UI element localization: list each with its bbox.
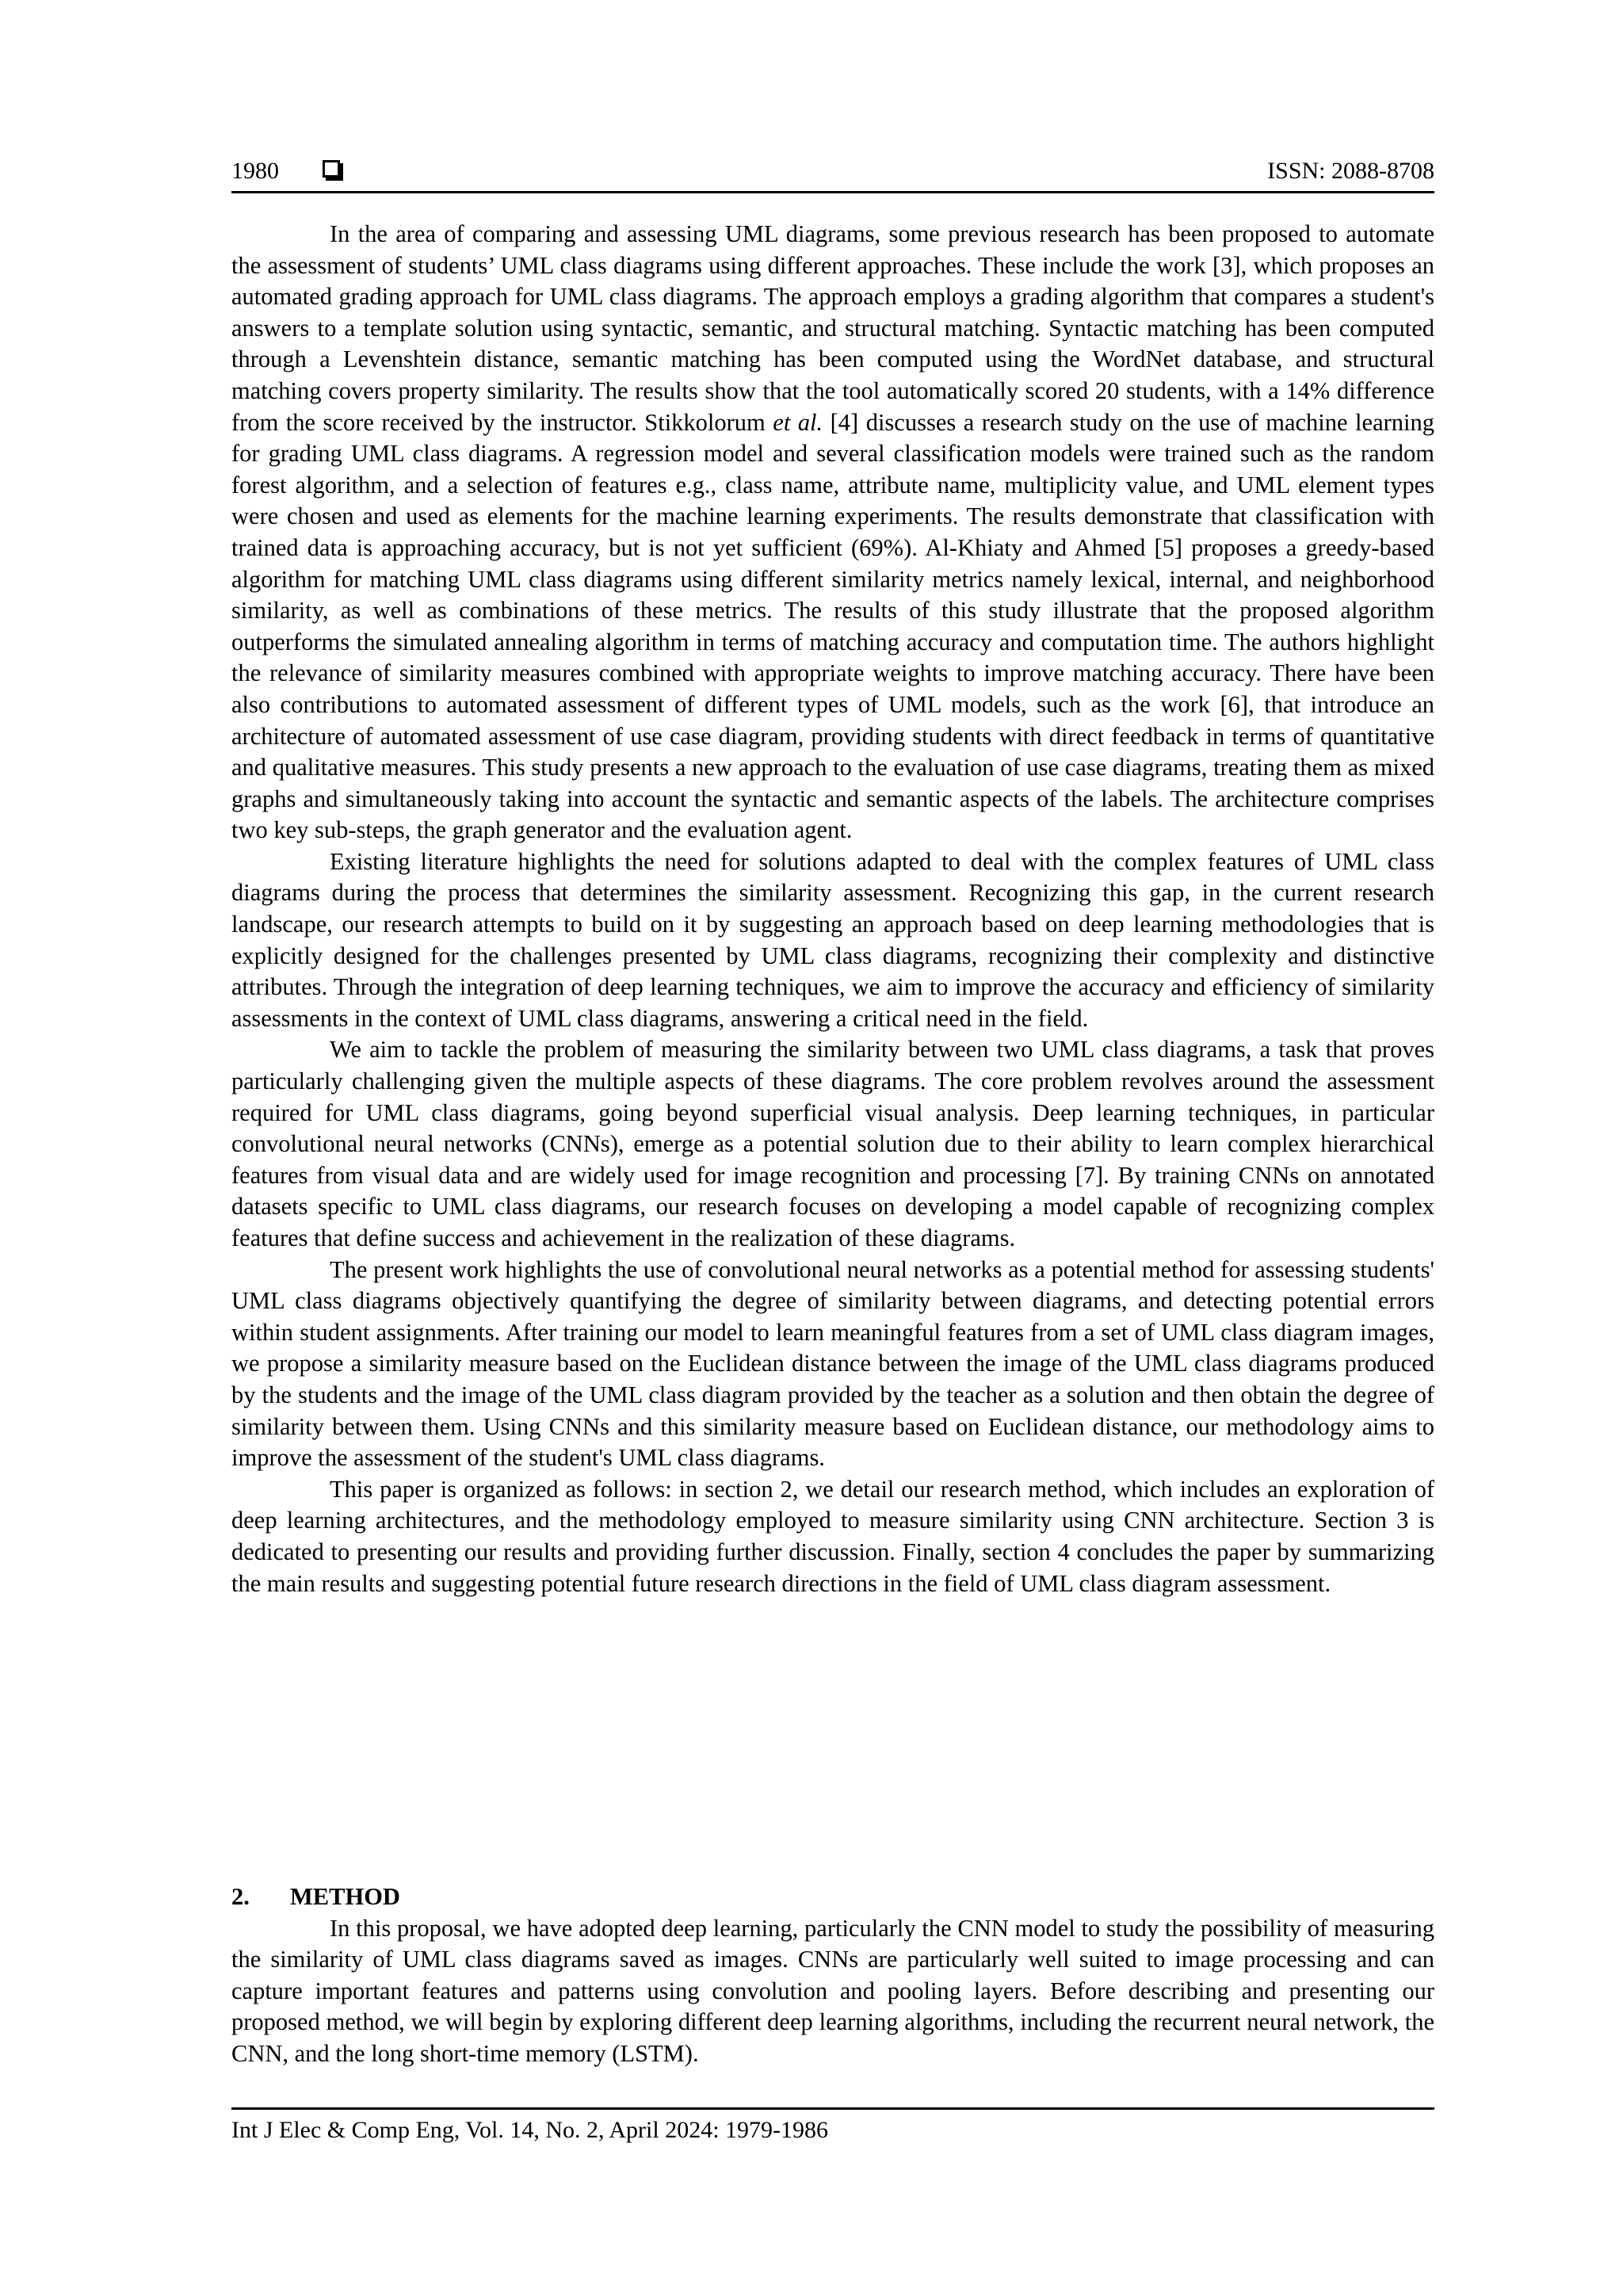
footer-citation: Int J Elec & Comp Eng, Vol. 14, No. 2, April 2024: 1979-1986: [231, 2117, 829, 2143]
paragraph-text: [4] discusses a research study on the use of machine learning for grading UML class diagrams. A regression model and several classification models were trained such as the random forest algorithm, and a selection of features e.g., class name, attribute name, multiplicity value, and UML element types were chosen and used as elements for the machine learning experiments. The results demonstrate that classification with trained data is approaching accuracy, but is not yet sufficient (69%). Al-Khiaty and Ahmed [5] proposes a greedy-based algorithm for matching UML class diagrams using different similarity metrics namely lexical, internal, and neighborhood similarity, as well as combinations of these metrics. The results of this study illustrate that the proposed algorithm outperforms the simulated annealing algorithm in terms of matching accuracy and computation time. The authors highlight the relevance of similarity measures combined with appropriate weights to improve matching accuracy. There have been also contributions to automated assessment of different types of UML models, such as the work [6], that introduce an architecture of automated assessment of use case diagram, providing students with direct feedback in terms of quantitative and qualitative measures. This study presents a new approach to the evaluation of use case diagrams, treating them as mixed graphs and simultaneously taking into account the syntactic and semantic aspects of the labels. The architecture comprises two key sub-steps, the graph generator and the evaluation agent.: [231, 408, 1434, 844]
paragraph-problem: We aim to tackle the problem of measuring the similarity between two UML class diagrams, a task that proves particularly challenging given the multiple aspects of these diagrams. The core problem revolves around the assessment required for UML class diagrams, going beyond superficial visual analysis. Deep learning techniques, in particular convolutional neural networks (CNNs), emerge as a potential solution due to their ability to learn complex hierarchical features from visual data and are widely used for image recognition and processing [7]. By training CNNs on annotated datasets specific to UML class diagrams, our research focuses on developing a model capable of recognizing complex features that define success and achievement in the realization of these diagrams.: [231, 1036, 1434, 1251]
square-box-icon: [323, 160, 340, 178]
header-rule: [231, 191, 1434, 193]
paragraph-related-work: [231, 219, 1434, 846]
introduction-body: [231, 219, 1434, 1599]
section-method: [231, 1881, 1434, 2070]
paragraph-literature-gap: Existing literature highlights the need for solutions adapted to deal with the complex features of UML class diagrams during the process that determines the similarity assessment. Recognizing this gap, in the current research landscape, our research attempts to build on it by suggesting an approach based on deep learning methodologies that is explicitly designed for the challenges presented by UML class diagrams, recognizing their complexity and distinctive attributes. Through the integration of deep learning techniques, we aim to improve the accuracy and efficiency of similarity assessments in the context of UML class diagrams, answering a critical need in the field.: [231, 847, 1434, 1032]
issn-label: ISSN: 2088-8708: [1267, 158, 1434, 184]
page-number: 1980: [231, 158, 279, 184]
section-heading: [231, 1881, 1434, 1913]
footer-rule: [231, 2107, 1434, 2110]
paragraph-organization: This paper is organized as follows: in section 2, we detail our research method, which includes an exploration of deep learning architectures, and the methodology employed to measure similarity using CNN architecture. Section 3 is dedicated to presenting our results and providing further discussion. Finally, section 4 concludes the paper by summarizing the main results and suggesting potential future research directions in the field of UML class diagram assessment.: [231, 1475, 1434, 1597]
section-title: METHOD: [290, 1883, 400, 1910]
section-number: 2.: [231, 1883, 250, 1910]
paragraph-contribution: The present work highlights the use of convolutional neural networks as a potential method for assessing students' UML class diagrams objectively quantifying the degree of similarity between diagrams, and detecting potential errors within student assignments. After training our model to learn meaningful features from a set of UML class diagram images, we propose a similarity measure based on the Euclidean distance between the image of the UML class diagrams produced by the students and the image of the UML class diagram provided by the teacher as a solution and then obtain the degree of similarity between them. Using CNNs and this similarity measure based on Euclidean distance, our methodology aims to improve the assessment of the student's UML class diagrams.: [231, 1255, 1434, 1472]
italic-et-al: et al.: [773, 408, 823, 436]
paragraph-text: In the area of comparing and assessing UML diagrams, some previous research has been proposed to automate the assessment of students’ UML class diagrams using different approaches. These include the work [3], which proposes an automated grading approach for UML class diagrams. The approach employs a grading algorithm that compares a student's answers to a template solution using syntactic, semantic, and structural matching. Syntactic matching has been computed through a Levenshtein distance, semantic matching has been computed using the WordNet database, and structural matching covers property similarity. The results show that the tool automatically scored 20 students, with a 14% difference from the score received by the instructor. Stikkolorum: [231, 220, 1434, 436]
paragraph-method: In this proposal, we have adopted deep learning, particularly the CNN model to study the possibility of measuring the similarity of UML class diagrams saved as images. CNNs are particularly well suited to image processing and can capture important features and patterns using convolution and pooling layers. Before describing and presenting our proposed method, we will begin by exploring different deep learning algorithms, including the recurrent neural network, the CNN, and the long short-time memory (LSTM).: [231, 1914, 1434, 2067]
page-header: [231, 155, 1434, 195]
